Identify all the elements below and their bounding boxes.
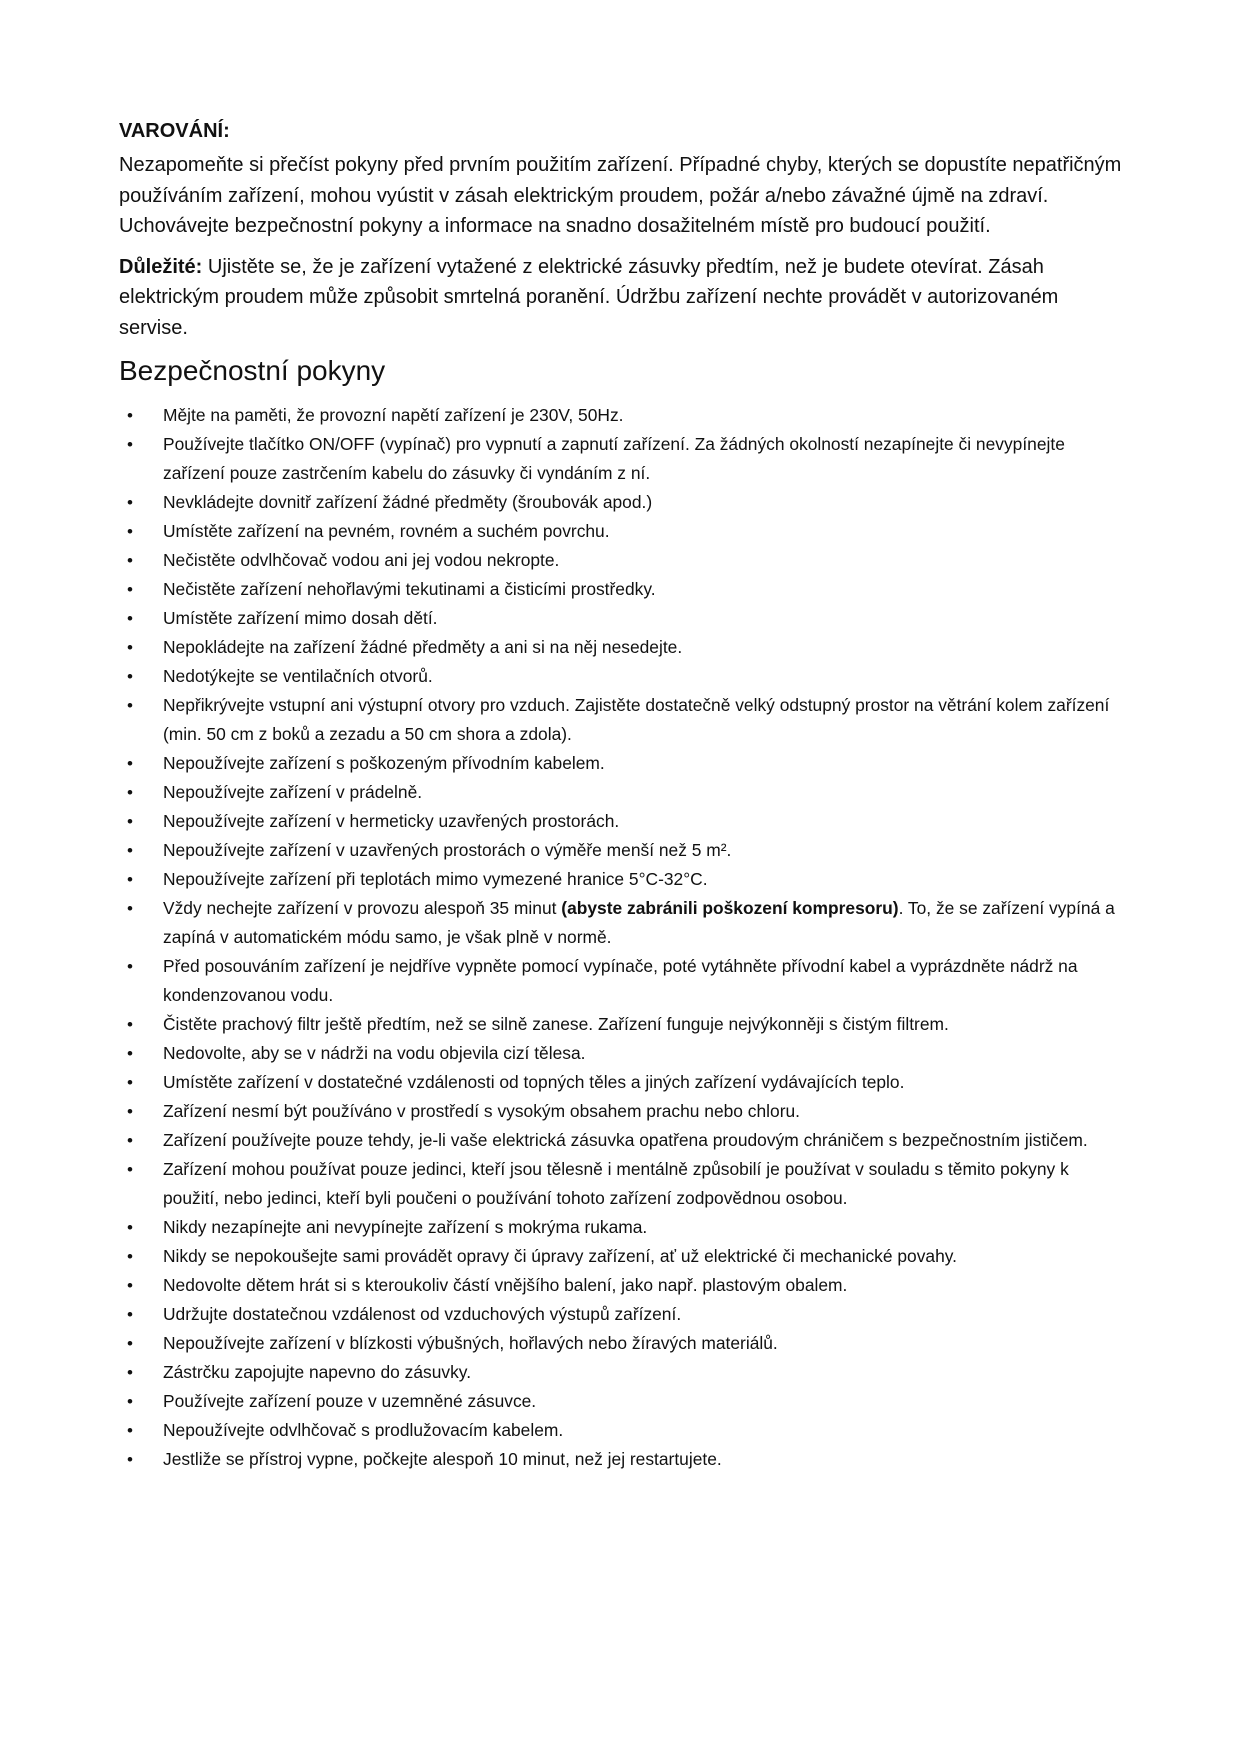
bullet-icon: • [127, 1102, 133, 1121]
list-item-text: Zařízení mohou používat pouze jedinci, kteří jsou tělesně i mentálně způsobilí je používat v souladu s těmito pokyny k použití, nebo jedinci, kteří byli poučeni o používání tohoto zařízení zodpovědnou osobou. [163, 1159, 1069, 1208]
list-item [119, 1358, 1129, 1387]
bullet-icon: • [127, 899, 133, 918]
list-item-text: Nepřikrývejte vstupní ani výstupní otvory pro vzduch. Zajistěte dostatečně velký odstupný prostor na větrání kolem zařízení (min. 50 cm z boků a zezadu a 50 cm shora a zdola). [163, 695, 1110, 744]
bullet-icon: • [127, 1450, 133, 1469]
list-item [119, 1300, 1129, 1329]
list-item [119, 1097, 1129, 1126]
bullet-icon: • [127, 957, 133, 976]
warning-title: VAROVÁNÍ: [119, 120, 230, 142]
list-item-text: Nepoužívejte zařízení s poškozeným přívodním kabelem. [163, 753, 605, 773]
list-item [119, 1213, 1129, 1242]
list-item-text: Jestliže se přístroj vypne, počkejte alespoň 10 minut, než jej restartujete. [163, 1449, 722, 1469]
bullet-icon: • [127, 1392, 133, 1411]
list-item [119, 1387, 1129, 1416]
bullet-icon: • [127, 667, 133, 686]
bullet-icon: • [127, 435, 133, 454]
list-item [119, 1271, 1129, 1300]
list-item-text: Zařízení používejte pouze tehdy, je-li vaše elektrická zásuvka opatřena proudovým chráničem s bezpečnostním jističem. [163, 1130, 1088, 1150]
list-item-text: Umístěte zařízení na pevném, rovném a suchém povrchu. [163, 521, 610, 541]
list-item [119, 952, 1129, 1010]
bullet-icon: • [127, 1363, 133, 1382]
bullet-icon: • [127, 609, 133, 628]
list-item [119, 865, 1129, 894]
list-item [119, 575, 1129, 604]
important-note [119, 252, 1129, 344]
bullet-icon: • [127, 783, 133, 802]
list-item-text: Nedotýkejte se ventilačních otvorů. [163, 666, 433, 686]
bullet-icon: • [127, 1218, 133, 1237]
bullet-icon: • [127, 696, 133, 715]
safety-instructions-list [119, 401, 1129, 1474]
list-item-text: Nevkládejte dovnitř zařízení žádné předměty (šroubovák apod.) [163, 492, 653, 512]
list-item [119, 1416, 1129, 1445]
bullet-icon: • [127, 841, 133, 860]
bullet-icon: • [127, 1305, 133, 1324]
bullet-icon: • [127, 1015, 133, 1034]
bullet-icon: • [127, 580, 133, 599]
bullet-icon: • [127, 1073, 133, 1092]
list-item-bold-text: (abyste zabránili poškození kompresoru) [561, 898, 899, 918]
list-item-text: Čistěte prachový filtr ještě předtím, než se silně zanese. Zařízení funguje nejvýkonněji s čistým filtrem. [163, 1014, 949, 1034]
list-item [119, 691, 1129, 749]
list-item [119, 430, 1129, 488]
list-item [119, 1445, 1129, 1474]
bullet-icon: • [127, 1276, 133, 1295]
list-item-text: Nepoužívejte zařízení v hermeticky uzavřených prostorách. [163, 811, 620, 831]
list-item [119, 807, 1129, 836]
list-item [119, 401, 1129, 430]
list-item-text: Mějte na paměti, že provozní napětí zařízení je 230V, 50Hz. [163, 405, 624, 425]
list-item-text: Nečistěte zařízení nehořlavými tekutinami a čisticími prostředky. [163, 579, 656, 599]
list-item [119, 1329, 1129, 1358]
bullet-icon: • [127, 1421, 133, 1440]
list-item-text: Nepoužívejte zařízení v blízkosti výbušných, hořlavých nebo žíravých materiálů. [163, 1333, 778, 1353]
list-item [119, 749, 1129, 778]
list-item [119, 1126, 1129, 1155]
list-item [119, 633, 1129, 662]
bullet-icon: • [127, 1160, 133, 1179]
list-item-text: Před posouváním zařízení je nejdříve vypněte pomocí vypínače, poté vytáhněte přívodní kabel a vyprázdněte nádrž na kondenzovanou vodu. [163, 956, 1078, 1005]
bullet-icon: • [127, 1044, 133, 1063]
list-item [119, 1155, 1129, 1213]
list-item [119, 836, 1129, 865]
bullet-icon: • [127, 870, 133, 889]
list-item [119, 1068, 1129, 1097]
bullet-icon: • [127, 638, 133, 657]
bullet-icon: • [127, 522, 133, 541]
list-item-text: . To, že se zařízení vypíná a zapíná v automatickém módu samo, je však plně v normě. [163, 898, 1115, 947]
list-item [119, 778, 1129, 807]
list-item [119, 517, 1129, 546]
bullet-icon: • [127, 406, 133, 425]
list-item-text: Zástrčku zapojujte napevno do zásuvky. [163, 1362, 472, 1382]
list-item [119, 1242, 1129, 1271]
list-item-text: Umístěte zařízení mimo dosah dětí. [163, 608, 438, 628]
important-label: Důležité: [119, 255, 203, 278]
list-item-text: Nedovolte, aby se v nádrži na vodu objevila cizí tělesa. [163, 1043, 586, 1063]
section-heading: Bezpečnostní pokyny [119, 355, 386, 386]
list-item [119, 546, 1129, 575]
document-page [119, 116, 1129, 1474]
list-item [119, 604, 1129, 633]
list-item-text: Umístěte zařízení v dostatečné vzdálenosti od topných těles a jiných zařízení vydávajících teplo. [163, 1072, 905, 1092]
list-item-text: Používejte zařízení pouze v uzemněné zásuvce. [163, 1391, 537, 1411]
bullet-icon: • [127, 551, 133, 570]
list-item [119, 488, 1129, 517]
list-item-text: Nepoužívejte zařízení v uzavřených prostorách o výměře menší než 5 m². [163, 840, 732, 860]
bullet-icon: • [127, 493, 133, 512]
list-item-text: Nikdy se nepokoušejte sami provádět opravy či úpravy zařízení, ať už elektrické či mechanické povahy. [163, 1246, 957, 1266]
bullet-icon: • [127, 812, 133, 831]
list-item-text: Nepoužívejte zařízení při teplotách mimo vymezené hranice 5°C-32°C. [163, 869, 708, 889]
important-text: Ujistěte se, že je zařízení vytažené z elektrické zásuvky předtím, než je budete otevírat. Zásah elektrickým proudem může způsobit smrtelná poranění. Údržbu zařízení nechte provádět v autorizovaném servise. [119, 255, 1059, 339]
list-item [119, 662, 1129, 691]
warning-text: Nezapomeňte si přečíst pokyny před prvním použitím zařízení. Případné chyby, kterých se dopustíte nepatřičným používáním zařízení, mohou vyústit v zásah elektrickým proudem, požár a/nebo závažné újmě na zdraví. Uchovávejte bezpečnostní pokyny a informace na snadno dosažitelném místě pro budoucí použití. [119, 154, 1122, 237]
bullet-icon: • [127, 1334, 133, 1353]
list-item-text: Nečistěte odvlhčovač vodou ani jej vodou nekropte. [163, 550, 560, 570]
list-item-text: Nepoužívejte zařízení v prádelně. [163, 782, 423, 802]
list-item-text: Vždy nechejte zařízení v provozu alespoň 35 minut [163, 898, 562, 918]
list-item [119, 894, 1129, 952]
list-item-text: Nepokládejte na zařízení žádné předměty a ani si na něj nesedejte. [163, 637, 683, 657]
list-item [119, 1010, 1129, 1039]
bullet-icon: • [127, 754, 133, 773]
list-item-text: Nedovolte dětem hrát si s kteroukoliv částí vnějšího balení, jako např. plastovým obalem. [163, 1275, 848, 1295]
list-item-text: Zařízení nesmí být používáno v prostředí s vysokým obsahem prachu nebo chloru. [163, 1101, 800, 1121]
list-item-text: Používejte tlačítko ON/OFF (vypínač) pro vypnutí a zapnutí zařízení. Za žádných okolností nezapínejte či nevypínejte zařízení pouze zastrčením kabelu do zásuvky či vyndáním z ní. [163, 434, 1065, 483]
list-item [119, 1039, 1129, 1068]
bullet-icon: • [127, 1131, 133, 1150]
list-item-text: Nepoužívejte odvlhčovač s prodlužovacím kabelem. [163, 1420, 564, 1440]
list-item-text: Udržujte dostatečnou vzdálenost od vzduchových výstupů zařízení. [163, 1304, 682, 1324]
bullet-icon: • [127, 1247, 133, 1266]
list-item-text: Nikdy nezapínejte ani nevypínejte zařízení s mokrýma rukama. [163, 1217, 648, 1237]
